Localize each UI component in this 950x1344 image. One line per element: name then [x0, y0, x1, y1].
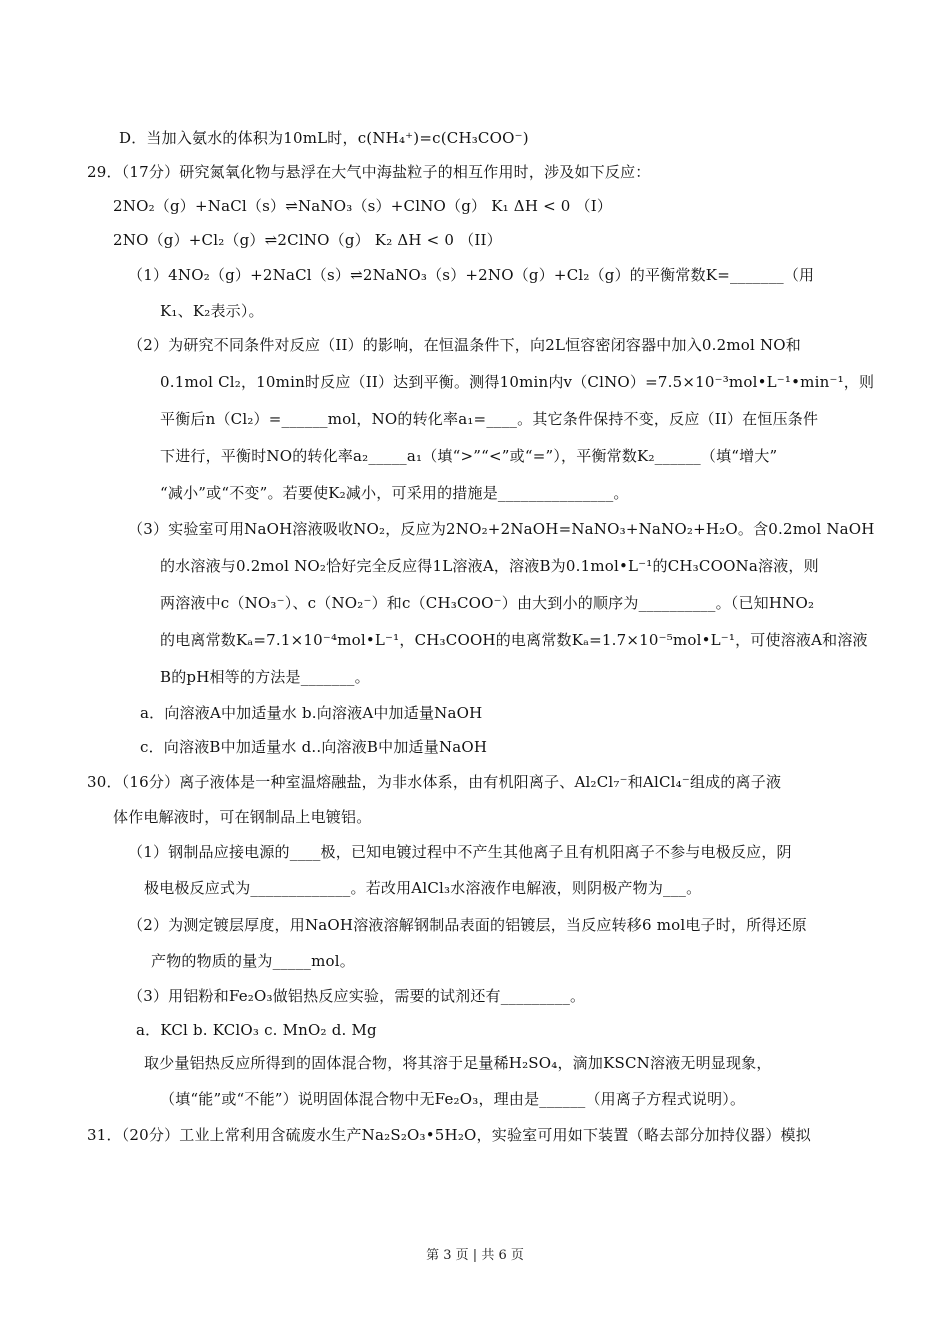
question-30-part-2: （2）为测定镀层厚度，用NaOH溶液溶解钢制品表面的铝镀层，当反应转移6 mol电子时，所得还原: [128, 916, 807, 934]
question-29-part-3-line-2: 的水溶液与0.2mol NO₂恰好完全反应得1L溶液A，溶液B为0.1mol•L⁻¹的CH₃COONa溶液，则: [160, 557, 819, 575]
question-29-part-1: （1）4NO₂（g）+2NaCl（s）⇌2NaNO₃（s）+2NO（g）+Cl₂（g）的平衡常数K=_______（用: [128, 266, 815, 284]
question-29-part-3-line-3: 两溶液中c（NO₃⁻）、c（NO₂⁻）和c（CH₃COO⁻）由大到小的顺序为__________。（已知HNO₂: [160, 594, 815, 612]
page-footer: 第 3 页 | 共 6 页: [426, 1248, 524, 1263]
question-30-part-3: （3）用铝粉和Fe₂O₃做铝热反应实验，需要的试剂还有_________。: [128, 987, 586, 1005]
question-29-part-2-line-2: 0.1mol Cl₂，10min时反应（II）达到平衡。测得10min内v（ClNO）=7.5×10⁻³mol•L⁻¹•min⁻¹，则: [160, 373, 875, 391]
question-30-part-3-options: a．KCl b. KClO₃ c. MnO₂ d. Mg: [136, 1021, 377, 1039]
question-30-part-2-cont: 产物的物质的量为_____mol。: [151, 952, 355, 970]
reaction-1-equation: 2NO₂（g）+NaCl（s）⇌NaNO₃（s）+ClNO（g） K₁ ΔH < 0 （I）: [113, 197, 613, 215]
question-29-part-3-line-5: B的pH相等的方法是_______。: [160, 668, 370, 686]
question-29-part-1-cont: K₁、K₂表示）。: [160, 302, 264, 320]
question-29-part-2-line-4: 下进行，平衡时NO的转化率a₂_____a₁（填“>”“<”或“=”），平衡常数K₂______（填“增大”: [160, 447, 778, 465]
question-29-part-3-line-4: 的电离常数Kₐ=7.1×10⁻⁴mol•L⁻¹，CH₃COOH的电离常数Kₐ=1.7×10⁻⁵mol•L⁻¹，可使溶液A和溶液: [160, 631, 868, 649]
question-29-options-ab: a．向溶液A中加适量水 b.向溶液A中加适量NaOH: [140, 704, 483, 722]
question-29-part-3: （3）实验室可用NaOH溶液吸收NO₂，反应为2NO₂+2NaOH=NaNO₃+NaNO₂+H₂O。含0.2mol NaOH: [128, 520, 875, 538]
option-d-line: D．当加入氨水的体积为10mL时，c(NH₄⁺)=c(CH₃COO⁻): [119, 129, 529, 147]
question-30-heading: 30．（16分）离子液体是一种室温熔融盐，为非水体系，由有机阳离子、Al₂Cl₇⁻和AlCl₄⁻组成的离子液: [87, 773, 782, 791]
question-29-part-2: （2）为研究不同条件对反应（II）的影响，在恒温条件下，向2L恒容密闭容器中加入0.2mol NO和: [128, 336, 801, 354]
question-30-part-1-cont: 极电极反应式为_____________。若改用AlCl₃水溶液作电解液，则阴极产物为___。: [144, 879, 702, 897]
reaction-2-equation: 2NO（g）+Cl₂（g）⇌2ClNO（g） K₂ ΔH < 0 （II）: [113, 231, 502, 249]
question-30-part-3-followup: 取少量铝热反应所得到的固体混合物，将其溶于足量稀H₂SO₄，滴加KSCN溶液无明显现象，: [144, 1054, 772, 1072]
question-30-part-3-followup-cont: （填“能”或“不能”）说明固体混合物中无Fe₂O₃，理由是______（用离子方程式说明）。: [160, 1090, 746, 1108]
question-30-part-1: （1）钢制品应接电源的____极，已知电镀过程中不产生其他离子且有机阳离子不参与电极反应，阴: [128, 843, 792, 861]
question-29-part-2-line-3: 平衡后n（Cl₂）=______mol，NO的转化率a₁=____。其它条件保持不变，反应（II）在恒压条件: [160, 410, 819, 428]
question-29-part-2-line-5: “减小”或“不变”。若要使K₂减小，可采用的措施是_______________。: [160, 484, 629, 502]
question-29-heading: 29．（17分）研究氮氧化物与悬浮在大气中海盐粒子的相互作用时，涉及如下反应：: [87, 163, 651, 181]
question-31-heading: 31．（20分）工业上常利用含硫废水生产Na₂S₂O₃•5H₂O，实验室可用如下装置（略去部分加持仪器）模拟: [87, 1126, 811, 1144]
question-29-options-cd: c．向溶液B中加适量水 d..向溶液B中加适量NaOH: [140, 738, 488, 756]
question-30-heading-cont: 体作电解液时，可在钢制品上电镀铝。: [113, 808, 372, 826]
